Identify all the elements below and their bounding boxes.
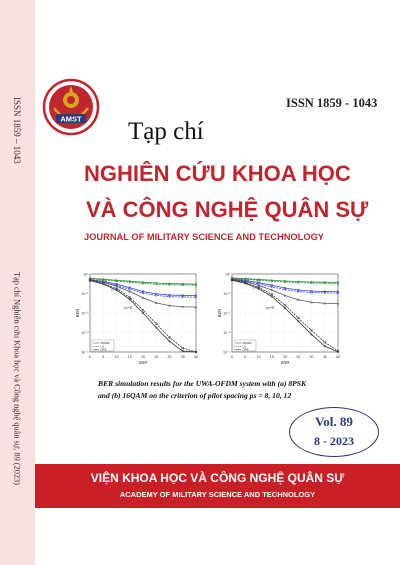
spine xyxy=(0,0,35,565)
ber-chart-8psk xyxy=(74,268,202,368)
volume-badge xyxy=(289,407,379,457)
legend-label: DPE xyxy=(242,347,249,352)
y-tick-label: 10⁻¹ xyxy=(223,291,231,296)
series-annotation: ps=10 xyxy=(253,285,263,290)
caption-line2: and (b) 16QAM on the criterion of pilot spacing ps = 8, 10, 12 xyxy=(98,391,292,400)
figure-caption xyxy=(98,378,338,402)
series-annotation: ps=8 xyxy=(124,306,132,311)
x-tick-label: 25 xyxy=(296,355,301,359)
amst-logo xyxy=(42,78,100,136)
series-annotation: ps=12 xyxy=(239,277,250,282)
x-tick-label: 25 xyxy=(154,355,159,359)
legend-label: MMSE xyxy=(100,341,110,346)
volume-number: Vol. 89 xyxy=(315,414,353,429)
logo-text: AMST xyxy=(60,114,82,124)
x-tick-label: 35 xyxy=(322,355,327,359)
legend-label: DPE xyxy=(100,347,107,352)
y-tick-label: 10⁻³ xyxy=(81,330,89,335)
tap-chi-label: Tạp chí xyxy=(128,118,204,145)
x-tick-label: 40 xyxy=(194,355,198,359)
series-annotation: ps=8 xyxy=(266,306,274,311)
x-tick-label: 5 xyxy=(244,355,247,359)
x-tick-label: 0 xyxy=(231,355,233,359)
logo-gear-hub xyxy=(67,96,75,104)
x-axis-label: SNR xyxy=(280,360,290,365)
spine-issn-box xyxy=(4,80,30,180)
institute-name-en: ACADEMY OF MILITARY SCIENCE AND TECHNOLOGY xyxy=(119,490,316,499)
institute-name-vn: VIỆN KHOA HỌC VÀ CÔNG NGHỆ QUÂN SỰ xyxy=(90,471,345,485)
issn-label: ISSN 1859 - 1043 xyxy=(286,96,378,110)
x-tick-label: 35 xyxy=(180,355,185,359)
x-tick-label: 10 xyxy=(256,355,261,359)
x-tick-label: 5 xyxy=(102,355,105,359)
y-axis-label: BER xyxy=(217,308,222,318)
y-tick-label: 10⁰ xyxy=(225,272,231,277)
volume-date: 8 - 2023 xyxy=(314,434,354,448)
legend-label: LS xyxy=(100,344,105,349)
spine-issn: ISSN 1859 – 1043 xyxy=(12,96,22,164)
x-tick-label: 30 xyxy=(167,355,172,359)
institute-banner xyxy=(35,464,400,508)
caption-line1: BER simulation results for the UWA-OFDM system with (a) 8PSK xyxy=(98,379,307,388)
journal-title-line2: VÀ CÔNG NGHỆ QUÂN SỰ xyxy=(86,197,369,222)
legend-label: MMSE xyxy=(242,341,252,346)
y-tick-label: 10⁰ xyxy=(83,272,89,277)
x-tick-label: 40 xyxy=(336,355,340,359)
y-tick-label: 10⁻² xyxy=(81,311,89,316)
x-tick-label: 30 xyxy=(309,355,314,359)
y-axis-label: BER xyxy=(75,308,80,318)
y-tick-label: 10⁻¹ xyxy=(81,291,89,296)
x-tick-label: 0 xyxy=(89,355,91,359)
series-annotation: ps=10 xyxy=(111,287,121,292)
x-tick-label: 20 xyxy=(283,355,287,359)
legend-label: LS xyxy=(242,344,247,349)
x-tick-label: 15 xyxy=(127,355,132,359)
y-tick-label: 10⁻⁴ xyxy=(223,350,231,355)
spine-title: Tạp chí Nghiên cứu Khoa học và Công nghệ quân sự, 89 (2023) xyxy=(12,271,22,485)
journal-title-line1: NGHIÊN CỨU KHOA HỌC xyxy=(84,161,351,186)
journal-english-title: JOURNAL OF MILITARY SCIENCE AND TECHNOLOGY xyxy=(84,232,325,242)
x-axis-label: SNR xyxy=(138,360,148,365)
spine-title-box xyxy=(4,258,30,498)
x-tick-label: 10 xyxy=(114,355,119,359)
y-tick-label: 10⁻³ xyxy=(223,330,231,335)
series-annotation: ps=12 xyxy=(97,278,108,283)
x-tick-label: 20 xyxy=(141,355,145,359)
y-tick-label: 10⁻² xyxy=(223,311,231,316)
ber-chart-16qam xyxy=(216,268,344,368)
x-tick-label: 15 xyxy=(269,355,274,359)
y-tick-label: 10⁻⁴ xyxy=(81,350,89,355)
